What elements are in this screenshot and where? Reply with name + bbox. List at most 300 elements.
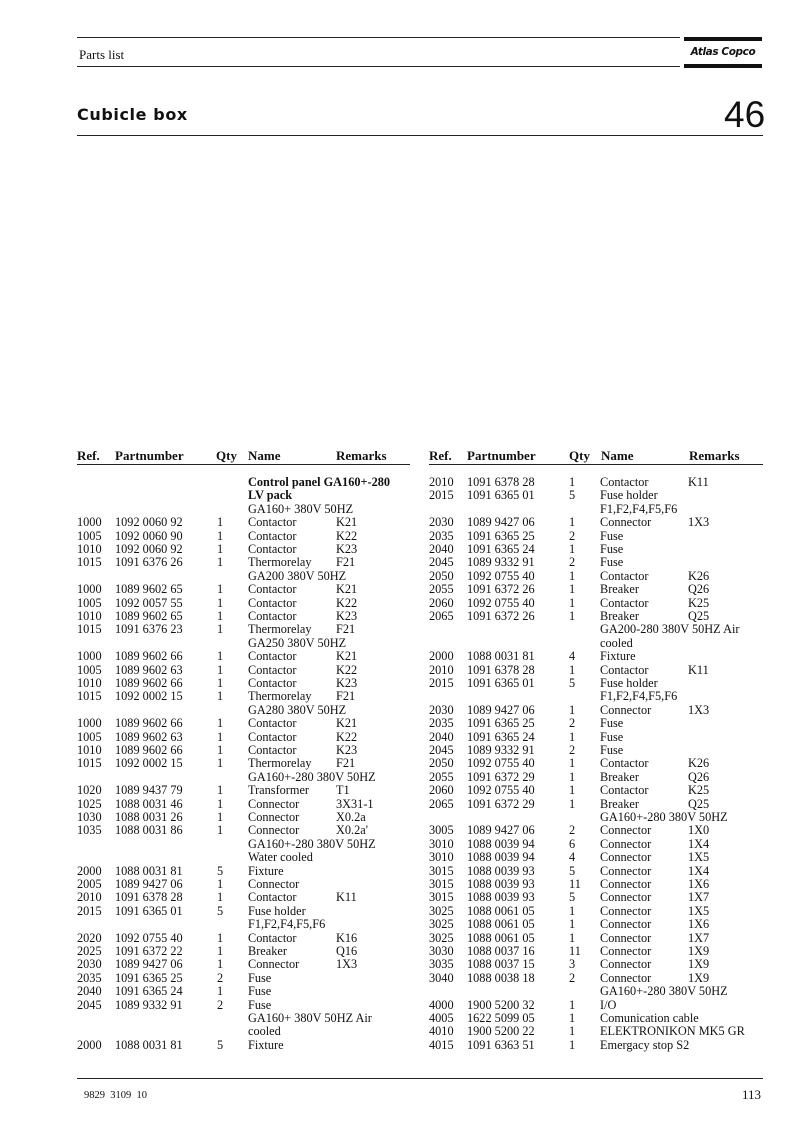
qty-cell: 11 (569, 877, 581, 891)
name-cell: Connector (600, 944, 652, 958)
partnumber-cell: 1622 5099 05 (467, 1011, 535, 1025)
ref-cell: 2020 (77, 930, 102, 945)
table-row (77, 516, 417, 529)
table-row (77, 999, 417, 1012)
name-cell: Connector (248, 877, 300, 891)
qty-cell: 5 (569, 890, 576, 905)
ref-cell: 1005 (77, 729, 102, 744)
ref-cell: 4005 (429, 1011, 454, 1025)
table-row (429, 476, 769, 489)
table-row (77, 784, 417, 797)
qty-cell: 1 (569, 917, 576, 932)
ref-cell: 3025 (429, 917, 454, 932)
table-row (429, 717, 769, 730)
table-row (77, 824, 417, 837)
table-row (429, 838, 769, 851)
table-row (77, 717, 417, 730)
name-cell: Connector (600, 836, 652, 851)
table-row (77, 1039, 417, 1052)
name-cell: Fuse (600, 716, 624, 731)
col-remarks-header-right: Remarks (689, 448, 740, 463)
name-cell: F1,F2,F4,F5,F6 (600, 689, 678, 704)
table-row (77, 556, 417, 569)
remarks-cell: K26 (688, 568, 710, 583)
name-cell: F1,F2,F4,F5,F6 (600, 501, 678, 516)
partnumber-cell: 1089 9602 66 (115, 676, 183, 690)
name-cell: Contactor (248, 890, 297, 905)
table-row (77, 1025, 417, 1038)
table-row (429, 798, 769, 811)
ref-cell: 1020 (77, 783, 102, 798)
partnumber-cell: 1900 5200 32 (467, 997, 535, 1012)
ref-cell: 2040 (77, 984, 102, 999)
name-cell: Connector (600, 957, 652, 972)
name-cell: Fuse (600, 555, 624, 570)
qty-cell: 1 (217, 957, 224, 972)
qty-cell: 1 (217, 890, 224, 905)
qty-cell: 1 (569, 997, 576, 1012)
partnumber-cell: 1091 6363 51 (467, 1037, 535, 1052)
partnumber-cell: 1088 0031 86 (115, 823, 183, 838)
partnumber-cell: 1089 9602 66 (115, 649, 183, 664)
qty-cell: 2 (569, 970, 576, 985)
table-row (429, 556, 769, 569)
ref-cell: 1000 (77, 515, 102, 530)
qty-cell: 5 (217, 903, 224, 918)
table-row (429, 570, 769, 583)
qty-cell: 1 (569, 903, 576, 918)
ref-cell: 3030 (429, 944, 454, 958)
remarks-cell: 1X9 (688, 944, 710, 958)
table-row (429, 489, 769, 502)
ref-cell: 4015 (429, 1037, 454, 1052)
table-row (429, 664, 769, 677)
partnumber-cell: 1091 6365 25 (467, 716, 535, 731)
table-row (77, 972, 417, 985)
remarks-cell: K22 (336, 595, 358, 610)
header-bottom-rule (77, 66, 680, 67)
partnumber-cell: 1088 0031 81 (115, 863, 183, 878)
partnumber-cell: 1088 0039 94 (467, 836, 535, 851)
table-row (429, 784, 769, 797)
table-row (77, 744, 417, 757)
qty-cell: 1 (569, 568, 576, 583)
name-cell: GA160+-280 380V 50HZ (600, 984, 728, 999)
name-cell: I/O (600, 997, 617, 1012)
partnumber-cell: 1089 9332 91 (115, 997, 183, 1012)
remarks-cell: 1X7 (688, 930, 710, 945)
table-row (429, 610, 769, 623)
qty-cell: 1 (217, 555, 224, 570)
name-cell: Thermorelay (248, 689, 312, 704)
name-cell: Fuse (248, 970, 272, 985)
partnumber-cell: 1091 6378 28 (115, 890, 183, 905)
name-cell: Contactor (248, 676, 297, 690)
ref-cell: 2030 (77, 957, 102, 972)
table-row (429, 1012, 769, 1025)
table-row (77, 690, 417, 703)
name-cell: Fuse holder (248, 903, 306, 918)
table-row (429, 637, 769, 650)
ref-cell: 2055 (429, 582, 454, 597)
table-row (77, 530, 417, 543)
col-partnumber-header-left: Partnumber (115, 448, 184, 463)
name-cell: Breaker (600, 769, 639, 784)
remarks-cell: Q25 (688, 609, 710, 623)
table-row (77, 704, 417, 717)
name-cell: GA160+ 380V 50HZ (248, 501, 354, 516)
name-cell: GA280 380V 50HZ (248, 702, 347, 717)
qty-cell: 1 (569, 930, 576, 945)
remarks-cell: Q26 (688, 582, 710, 597)
name-cell: GA160+ 380V 50HZ Air (248, 1011, 372, 1025)
col-partnumber-header-right: Partnumber (467, 448, 536, 463)
partnumber-cell: 1092 0755 40 (467, 783, 535, 798)
qty-cell: 1 (217, 984, 224, 999)
partnumber-cell: 1091 6376 23 (115, 622, 183, 637)
remarks-cell: Q16 (336, 944, 358, 958)
name-cell: Contactor (248, 729, 297, 744)
ref-cell: 2040 (429, 729, 454, 744)
name-cell: Contactor (248, 542, 297, 556)
table-row (429, 972, 769, 985)
partnumber-cell: 1089 9427 06 (467, 823, 535, 838)
header-top-rule (77, 37, 680, 38)
ref-cell: 2010 (429, 662, 454, 677)
name-cell: Thermorelay (248, 756, 312, 771)
name-cell: Fuse holder (600, 676, 658, 690)
qty-cell: 1 (569, 783, 576, 798)
qty-cell: 1 (569, 1037, 576, 1052)
partnumber-cell: 1091 6365 24 (467, 729, 535, 744)
name-cell: Contactor (248, 582, 297, 597)
col-qty-header-left: Qty (216, 448, 237, 463)
table-row (77, 731, 417, 744)
partnumber-cell: 1091 6365 01 (467, 488, 535, 503)
partnumber-cell: 1088 0039 93 (467, 890, 535, 905)
table-row (77, 583, 417, 596)
ref-cell: 1000 (77, 716, 102, 731)
name-cell: Fuse (600, 542, 624, 556)
partnumber-cell: 1092 0755 40 (467, 595, 535, 610)
table-row (77, 677, 417, 690)
remarks-cell: 1X4 (688, 863, 710, 878)
name-cell: Contactor (600, 756, 649, 771)
section-title: Cubicle box (77, 105, 188, 124)
ref-cell: 1010 (77, 609, 102, 623)
partnumber-cell: 1088 0039 93 (467, 863, 535, 878)
table-row (77, 918, 417, 931)
table-row (429, 918, 769, 931)
ref-cell: 2055 (429, 769, 454, 784)
name-cell: Contactor (248, 515, 297, 530)
col-ref-header-right: Ref. (429, 448, 452, 463)
table-row (429, 1039, 769, 1052)
qty-cell: 2 (569, 716, 576, 731)
remarks-cell: F21 (336, 689, 356, 704)
remarks-cell: K26 (688, 756, 710, 771)
partnumber-cell: 1089 9332 91 (467, 743, 535, 757)
remarks-cell: 1X6 (688, 877, 710, 891)
name-cell: GA160+-280 380V 50HZ (248, 836, 376, 851)
partnumber-cell: 1091 6378 28 (467, 475, 535, 489)
qty-cell: 2 (217, 970, 224, 985)
page-header-title: Parts list (79, 47, 125, 62)
ref-cell: 2030 (429, 702, 454, 717)
partnumber-cell: 1089 9602 65 (115, 609, 183, 623)
table-row (77, 623, 417, 636)
ref-cell: 1005 (77, 595, 102, 610)
qty-cell: 1 (217, 528, 224, 543)
table-row (77, 838, 417, 851)
ref-cell: 2000 (77, 1037, 102, 1052)
table-row (77, 945, 417, 958)
table-row (77, 476, 417, 489)
name-cell: Control panel GA160+-280 (248, 475, 391, 489)
remarks-cell: 1X9 (688, 957, 710, 972)
ref-cell: 2065 (429, 796, 454, 811)
table-row (429, 905, 769, 918)
partnumber-cell: 1092 0755 40 (115, 930, 183, 945)
table-row (429, 824, 769, 837)
name-cell: F1,F2,F4,F5,F6 (248, 917, 326, 932)
remarks-cell: 1X5 (688, 850, 710, 865)
partnumber-cell: 1092 0060 92 (115, 542, 183, 556)
remarks-cell: K11 (336, 890, 357, 905)
partnumber-cell: 1089 9332 91 (467, 555, 535, 570)
table-row (77, 932, 417, 945)
logo-text: Atlas Copco (690, 46, 756, 58)
table-row (429, 757, 769, 770)
partnumber-cell: 1091 6365 24 (467, 542, 535, 556)
ref-cell: 2000 (77, 863, 102, 878)
table-row (429, 891, 769, 904)
qty-cell: 1 (217, 716, 224, 731)
table-row (77, 650, 417, 663)
table-row (429, 516, 769, 529)
partnumber-cell: 1088 0061 05 (467, 930, 535, 945)
qty-cell: 1 (217, 515, 224, 530)
ref-cell: 3010 (429, 836, 454, 851)
partnumber-cell: 1091 6365 25 (467, 528, 535, 543)
name-cell: Contactor (248, 649, 297, 664)
name-cell: Breaker (600, 609, 639, 623)
remarks-cell: K23 (336, 676, 358, 690)
remarks-cell: K11 (688, 475, 709, 489)
ref-cell: 3035 (429, 957, 454, 972)
qty-cell: 1 (569, 475, 576, 489)
table-row (77, 757, 417, 770)
qty-cell: 1 (569, 1011, 576, 1025)
name-cell: Connector (600, 877, 652, 891)
name-cell: Water cooled (248, 850, 313, 865)
ref-cell: 1025 (77, 796, 102, 811)
table-row (77, 610, 417, 623)
partnumber-cell: 1089 9602 66 (115, 743, 183, 757)
ref-cell: 2040 (429, 542, 454, 556)
qty-cell: 2 (569, 528, 576, 543)
remarks-cell: 1X4 (688, 836, 710, 851)
remarks-cell: K23 (336, 743, 358, 757)
ref-cell: 2035 (429, 716, 454, 731)
ref-cell: 1005 (77, 662, 102, 677)
remarks-cell: X0.2a (336, 810, 366, 824)
partnumber-cell: 1089 9427 06 (115, 877, 183, 891)
name-cell: Contactor (248, 743, 297, 757)
atlas-copco-logo (684, 37, 762, 69)
table-row (77, 597, 417, 610)
name-cell: Fixture (248, 1037, 284, 1052)
remarks-cell: K16 (336, 930, 358, 945)
ref-cell: 2060 (429, 783, 454, 798)
ref-cell: 3025 (429, 930, 454, 945)
partnumber-cell: 1092 0057 55 (115, 595, 183, 610)
qty-cell: 1 (217, 662, 224, 677)
qty-cell: 1 (569, 515, 576, 530)
qty-cell: 1 (217, 582, 224, 597)
ref-cell: 3010 (429, 850, 454, 865)
ref-cell: 2015 (429, 676, 454, 690)
table-row (429, 865, 769, 878)
qty-cell: 1 (569, 609, 576, 623)
name-cell: Contactor (600, 568, 649, 583)
qty-cell: 1 (569, 542, 576, 556)
ref-cell: 1010 (77, 743, 102, 757)
ref-cell: 2035 (77, 970, 102, 985)
name-cell: Contactor (600, 662, 649, 677)
table-row (77, 891, 417, 904)
qty-cell: 6 (569, 836, 576, 851)
partnumber-cell: 1088 0031 81 (467, 649, 535, 664)
table-row (429, 597, 769, 610)
ref-cell: 1015 (77, 756, 102, 771)
name-cell: LV pack (248, 488, 293, 503)
table-row (429, 1025, 769, 1038)
table-row (77, 905, 417, 918)
name-cell: GA200-280 380V 50HZ Air (600, 622, 740, 637)
partnumber-cell: 1088 0031 81 (115, 1037, 183, 1052)
partnumber-cell: 1088 0039 93 (467, 877, 535, 891)
ref-cell: 1015 (77, 622, 102, 637)
remarks-cell: K21 (336, 582, 358, 597)
qty-cell: 1 (569, 729, 576, 744)
name-cell: Contactor (600, 595, 649, 610)
name-cell: Thermorelay (248, 622, 312, 637)
qty-cell: 1 (217, 622, 224, 637)
partnumber-cell: 1088 0031 26 (115, 810, 183, 824)
name-cell: Contactor (248, 528, 297, 543)
ref-cell: 3005 (429, 823, 454, 838)
ref-cell: 2035 (429, 528, 454, 543)
remarks-cell: Q26 (688, 769, 710, 784)
ref-cell: 1030 (77, 810, 102, 824)
qty-cell: 2 (569, 823, 576, 838)
name-cell: Connector (248, 957, 300, 972)
qty-cell: 4 (569, 649, 576, 664)
remarks-cell: T1 (336, 783, 350, 798)
name-cell: GA160+-280 380V 50HZ (600, 810, 728, 824)
ref-cell: 1015 (77, 555, 102, 570)
ref-cell: 2065 (429, 609, 454, 623)
name-cell: Contactor (600, 475, 649, 489)
table-row (429, 985, 769, 998)
ref-cell: 2060 (429, 595, 454, 610)
table-row (77, 570, 417, 583)
qty-cell: 1 (569, 756, 576, 771)
name-cell: Connector (600, 930, 652, 945)
col-name-header-right: Name (601, 448, 634, 463)
name-cell: ELEKTRONIKON MK5 GR (600, 1024, 745, 1039)
partnumber-cell: 1089 9427 06 (467, 702, 535, 717)
name-cell: Breaker (248, 944, 287, 958)
name-cell: Connector (600, 850, 652, 865)
ref-cell: 2045 (429, 555, 454, 570)
qty-cell: 1 (217, 930, 224, 945)
table-row (77, 798, 417, 811)
col-name-header-left: Name (248, 448, 281, 463)
remarks-cell: 1X9 (688, 970, 710, 985)
table-row (429, 999, 769, 1012)
ref-cell: 1010 (77, 676, 102, 690)
ref-cell: 2045 (429, 743, 454, 757)
qty-cell: 1 (217, 689, 224, 704)
name-cell: Connector (248, 810, 300, 824)
table-row (77, 985, 417, 998)
ref-cell: 2015 (77, 903, 102, 918)
table-row (429, 945, 769, 958)
name-cell: Fuse (600, 729, 624, 744)
page-number: 113 (742, 1087, 762, 1102)
name-cell: Connector (600, 863, 652, 878)
table-header-rule-right (429, 464, 763, 465)
qty-cell: 1 (217, 810, 224, 824)
name-cell: Contactor (600, 783, 649, 798)
col-ref-header-left: Ref. (77, 448, 100, 463)
qty-cell: 1 (569, 769, 576, 784)
table-row (77, 878, 417, 891)
ref-cell: 2005 (77, 877, 102, 891)
partnumber-cell: 1088 0039 94 (467, 850, 535, 865)
name-cell: Connector (600, 823, 652, 838)
document-number: 9829 3109 10 (84, 1090, 147, 1101)
table-row (77, 865, 417, 878)
ref-cell: 1005 (77, 528, 102, 543)
remarks-cell: K22 (336, 528, 358, 543)
qty-cell: 1 (569, 1024, 576, 1039)
table-row (429, 690, 769, 703)
table-row (429, 503, 769, 516)
ref-cell: 1000 (77, 649, 102, 664)
partnumber-cell: 1089 9602 63 (115, 662, 183, 677)
table-row (77, 771, 417, 784)
qty-cell: 5 (569, 863, 576, 878)
partnumber-cell: 1092 0755 40 (467, 568, 535, 583)
qty-cell: 2 (569, 743, 576, 757)
name-cell: Connector (248, 796, 300, 811)
remarks-cell: K22 (336, 662, 358, 677)
partnumber-cell: 1088 0061 05 (467, 917, 535, 932)
table-row (429, 878, 769, 891)
name-cell: Fixture (600, 649, 636, 664)
ref-cell: 1035 (77, 823, 102, 838)
partnumber-cell: 1091 6376 26 (115, 555, 183, 570)
remarks-cell: 1X3 (688, 702, 710, 717)
remarks-cell: 1X3 (688, 515, 710, 530)
qty-cell: 1 (569, 595, 576, 610)
section-rule (77, 135, 763, 136)
partnumber-cell: 1091 6372 26 (467, 609, 535, 623)
name-cell: Thermorelay (248, 555, 312, 570)
